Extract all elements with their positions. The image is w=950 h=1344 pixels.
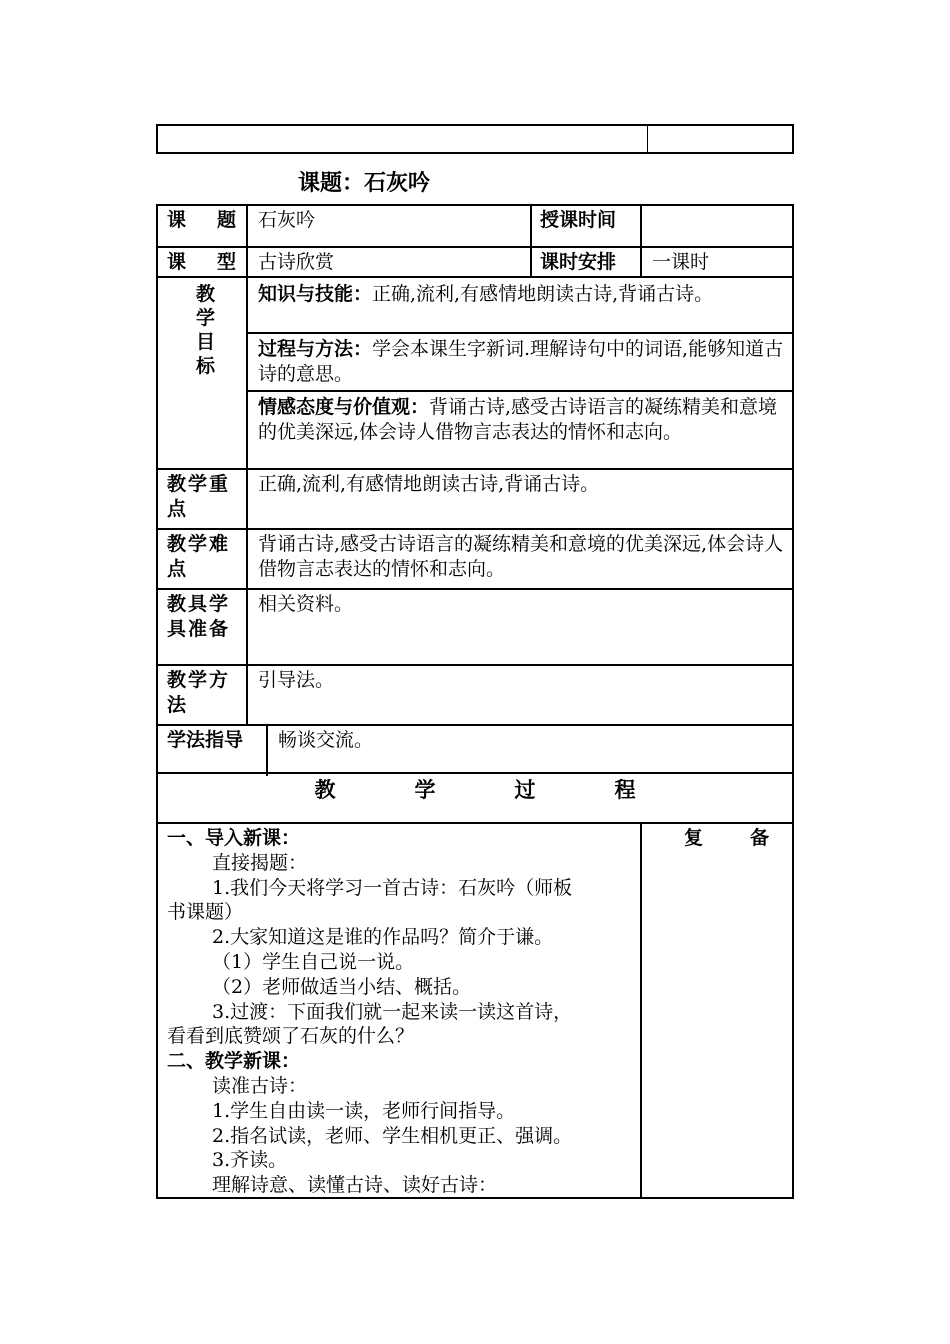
row-divider: [156, 276, 794, 278]
process-line: 读准古诗：: [212, 1075, 308, 1097]
process-line: 理解诗意、读懂古诗、读好古诗：: [212, 1174, 498, 1197]
goal-knowledge-label: 知识与技能：: [258, 283, 373, 305]
process-line: 1.我们今天将学习一首古诗：石灰吟（师板: [212, 876, 573, 899]
type-label: 课 型: [167, 251, 243, 273]
process-line: 二、教学新课：: [167, 1050, 301, 1073]
col-divider: [246, 204, 248, 724]
header-divider: [647, 124, 648, 154]
revision-heading: 复 备: [684, 827, 784, 849]
topic-value: 石灰吟: [258, 209, 316, 231]
header-box: [156, 124, 794, 154]
process-col-divider: [640, 822, 642, 1199]
goal-process: [258, 337, 788, 387]
key-label: 教学重点: [167, 473, 231, 520]
row-divider: [156, 588, 794, 590]
process-line: 2.指名试读，老师、学生相机更正、强调。: [212, 1124, 573, 1147]
goal-emotion: [258, 395, 788, 445]
row-divider: [156, 528, 794, 530]
goal-emotion-text: 背诵古诗,感受古诗语言的凝练精美和意境的优美深远,体会诗人借物言志表达的情怀和志向。: [258, 396, 778, 443]
process-heading: [156, 774, 794, 804]
tools-text: 相关资料。: [258, 593, 354, 615]
process-line: 看看到底赞颂了石灰的什么？: [167, 1025, 415, 1048]
topic-label: 课 题: [167, 209, 243, 231]
goal-knowledge-text: 正确,流利,有感情地朗读古诗,背诵古诗。: [372, 283, 714, 305]
process-heading-char: 程: [614, 777, 636, 802]
goals-label-char: 目: [196, 331, 216, 353]
process-line: 直接揭题：: [212, 851, 308, 874]
goal-knowledge: [258, 282, 788, 307]
row-divider: [156, 246, 794, 248]
process-line: （2）老师做适当小结、概括。: [212, 975, 472, 998]
difficulty-text: 背诵古诗,感受古诗语言的凝练精美和意境的优美深远,体会诗人借物言志表达的情怀和志向。: [258, 533, 784, 580]
row-divider: [246, 332, 794, 334]
method-label: 教学方法: [167, 669, 231, 716]
key-text: 正确,流利,有感情地朗读古诗,背诵古诗。: [258, 473, 600, 495]
col-divider: [640, 204, 642, 276]
time-label: 授课时间: [540, 209, 617, 231]
process-line: 3.齐读。: [212, 1149, 288, 1172]
goals-label-char: 标: [196, 355, 216, 377]
process-line: 2.大家知道这是谁的作品吗？简介于谦。: [212, 926, 554, 949]
process-line: （1）学生自己说一说。: [212, 951, 415, 973]
process-line: 书课题）: [167, 901, 244, 924]
process-heading-char: 学: [414, 777, 436, 802]
tools-label: 教具学具准备: [167, 593, 231, 640]
goals-label: [196, 282, 224, 378]
row-divider: [156, 468, 794, 470]
difficulty-label: 教学难点: [167, 533, 231, 580]
goal-emotion-label: 情感态度与价值观：: [258, 396, 430, 418]
goals-label-char: 教: [196, 283, 216, 305]
goals-label-char: 学: [196, 307, 216, 329]
schedule-value: 一课时: [652, 251, 710, 273]
process-line: 1.学生自由读一读，老师行间指导。: [212, 1099, 516, 1122]
schedule-label: 课时安排: [540, 251, 617, 273]
type-value: 古诗欣赏: [258, 251, 335, 273]
page-title: 课题：石灰吟: [298, 170, 431, 196]
goal-process-label: 过程与方法：: [258, 338, 373, 360]
row-divider: [156, 724, 794, 726]
goal-process-text: 学会本课生字新词.理解诗句中的词语,能够知道古诗的意思。: [258, 338, 784, 385]
method-text: 引导法。: [258, 669, 335, 691]
guide-text: 畅谈交流。: [278, 729, 374, 751]
col-divider: [266, 724, 268, 776]
row-divider: [246, 390, 794, 392]
row-divider: [156, 664, 794, 666]
guide-label: 学法指导: [167, 729, 244, 751]
process-heading-char: 教: [314, 777, 336, 802]
process-line: 一、导入新课：: [167, 827, 301, 849]
process-heading-char: 过: [514, 777, 536, 802]
process-line: 3.过渡：下面我们就一起来读一读这首诗，: [212, 1000, 573, 1023]
col-divider: [530, 204, 532, 276]
